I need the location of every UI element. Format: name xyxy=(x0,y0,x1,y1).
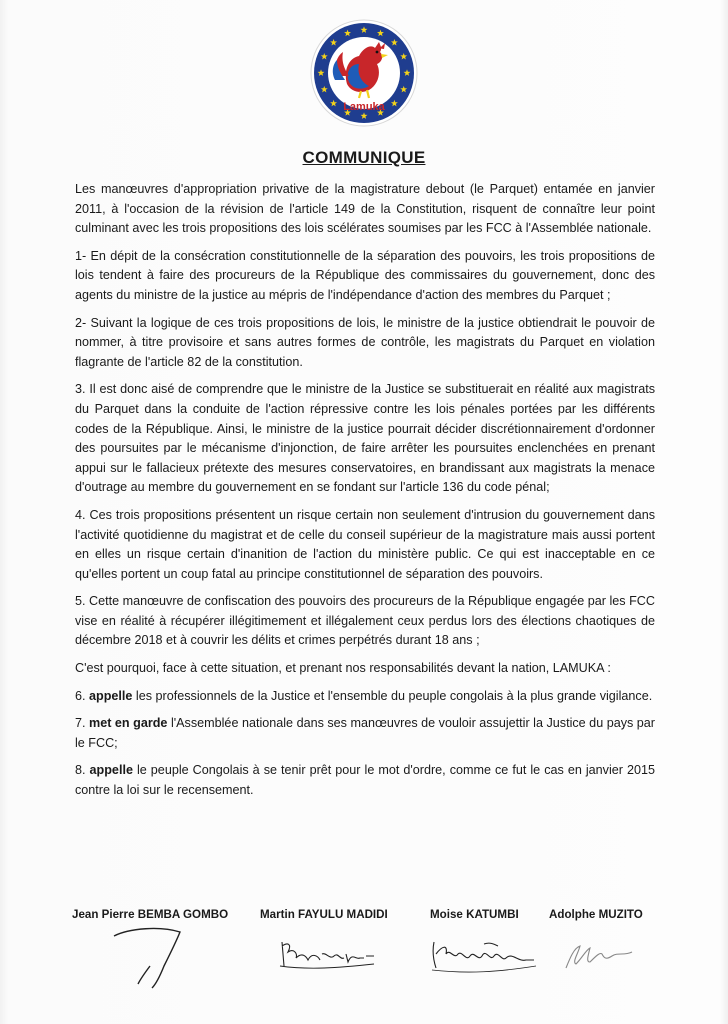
signature-bemba xyxy=(110,922,200,992)
page-title: COMMUNIQUE xyxy=(302,148,426,167)
signatory-name: Jean Pierre BEMBA GOMBO xyxy=(72,908,229,921)
signatory-name: Moise KATUMBI xyxy=(430,908,519,921)
transition-paragraph: C'est pourquoi, face à cette situation, et prenant nos responsabilités devant la nation, LAMUKA : xyxy=(75,661,611,676)
point-paragraph: 1- En dépit de la consécration constitutionnelle de la séparation des pouvoirs, les trois propositions de lois tendent à faire des procureurs de la République des commissaires du gouvernement, donc des agents du ministre de la justice au mépris de l'indépendance d'action des membres du Parquet ; xyxy=(75,248,655,302)
resolution-text: les professionnels de la Justice et l'ensemble du peuple congolais à la plus grande vigilance. xyxy=(132,688,653,703)
resolution-paragraph xyxy=(75,761,655,800)
point-paragraph: 4. Ces trois propositions présentent un risque certain non seulement d'intrusion du gouvernement dans l'activité quotidienne du magistrat et de celle du conseil supérieur de la magistrature mais aussi portent en elles un risque certain d'inanition de l'action du ministère public. Ce qui est inacceptable en ce qu'elles portent un coup fatal au principe constitutionnel de séparation des pouvoirs. xyxy=(75,507,655,581)
resolution-paragraph xyxy=(75,687,655,707)
resolution-number: 7. xyxy=(75,716,86,731)
lamuka-logo-graphic xyxy=(309,18,419,128)
resolution-verb: met en garde xyxy=(89,716,168,731)
logo-text: Lamuka xyxy=(343,101,385,113)
intro-paragraph: Les manœuvres d'appropriation privative de la magistrature debout (le Parquet) entamée en janvier 2011, à l'occasion de la révision de l'article 149 de la Constitution, risquent de connaître leur point culminant avec les trois propositions des lois scélérates soumises par les FCC à l'Assemblée nationale. xyxy=(75,182,655,236)
point-paragraph: 5. Cette manœuvre de confiscation des pouvoirs des procureurs de la République engagée par les FCC vise en réalité à récupérer illégitimement et illégalement ceux perdus lors des élections chaotiques de décembre 2018 et à couvrir les délits et crimes perpétrés durant 18 ans ; xyxy=(75,594,655,648)
resolution-verb: appelle xyxy=(89,763,133,778)
resolution-number: 6. xyxy=(75,688,86,703)
resolution-text: l'Assemblée nationale dans ses manœuvres de vouloir assujettir la Justice du pays par le FCC; xyxy=(75,716,656,750)
signatory-name: Martin FAYULU MADIDI xyxy=(260,908,388,921)
resolution-text: le peuple Congolais à se tenir prêt pour le mot d'ordre, comme ce fut le cas en janvier 2015 contre la loi sur le recensement. xyxy=(75,763,655,798)
signature-muzito xyxy=(560,938,640,974)
signature-fayulu xyxy=(278,934,378,974)
point-paragraph: 2- Suivant la logique de ces trois propositions de lois, le ministre de la justice obtiendrait le pouvoir de nommer, à titre provisoire et sans autres formes de contrôle, les magistrats du Parquet en violation flagrante de l'article 82 de la constitution. xyxy=(75,315,655,369)
lamuka-logo xyxy=(309,18,419,128)
point-paragraph: 3. Il est donc aisé de comprendre que le ministre de la Justice se substituerait en réalité aux magistrats du Parquet dans la conduite de l'action répressive contre les lois pénales portées par les différents codes de la République. Ainsi, le ministre de la justice pourrait décider discrétionnairement d'ordonner des poursuites par le mécanisme d'injonction, de faire arrêter les poursuites enclenchées en prenant appui sur le fallacieux prétexte des mesures conservatoires, en brandissant aux magistrats la menace d'outrage au membre du gouvernement en se fondant sur l'article 136 du code pénal; xyxy=(75,382,655,495)
communique-body xyxy=(75,180,655,809)
resolution-verb: appelle xyxy=(89,688,133,703)
resolution-number: 8. xyxy=(75,763,86,778)
signatory-name: Adolphe MUZITO xyxy=(549,908,643,921)
resolution-paragraph xyxy=(75,714,655,753)
signature-katumbi xyxy=(428,932,538,976)
